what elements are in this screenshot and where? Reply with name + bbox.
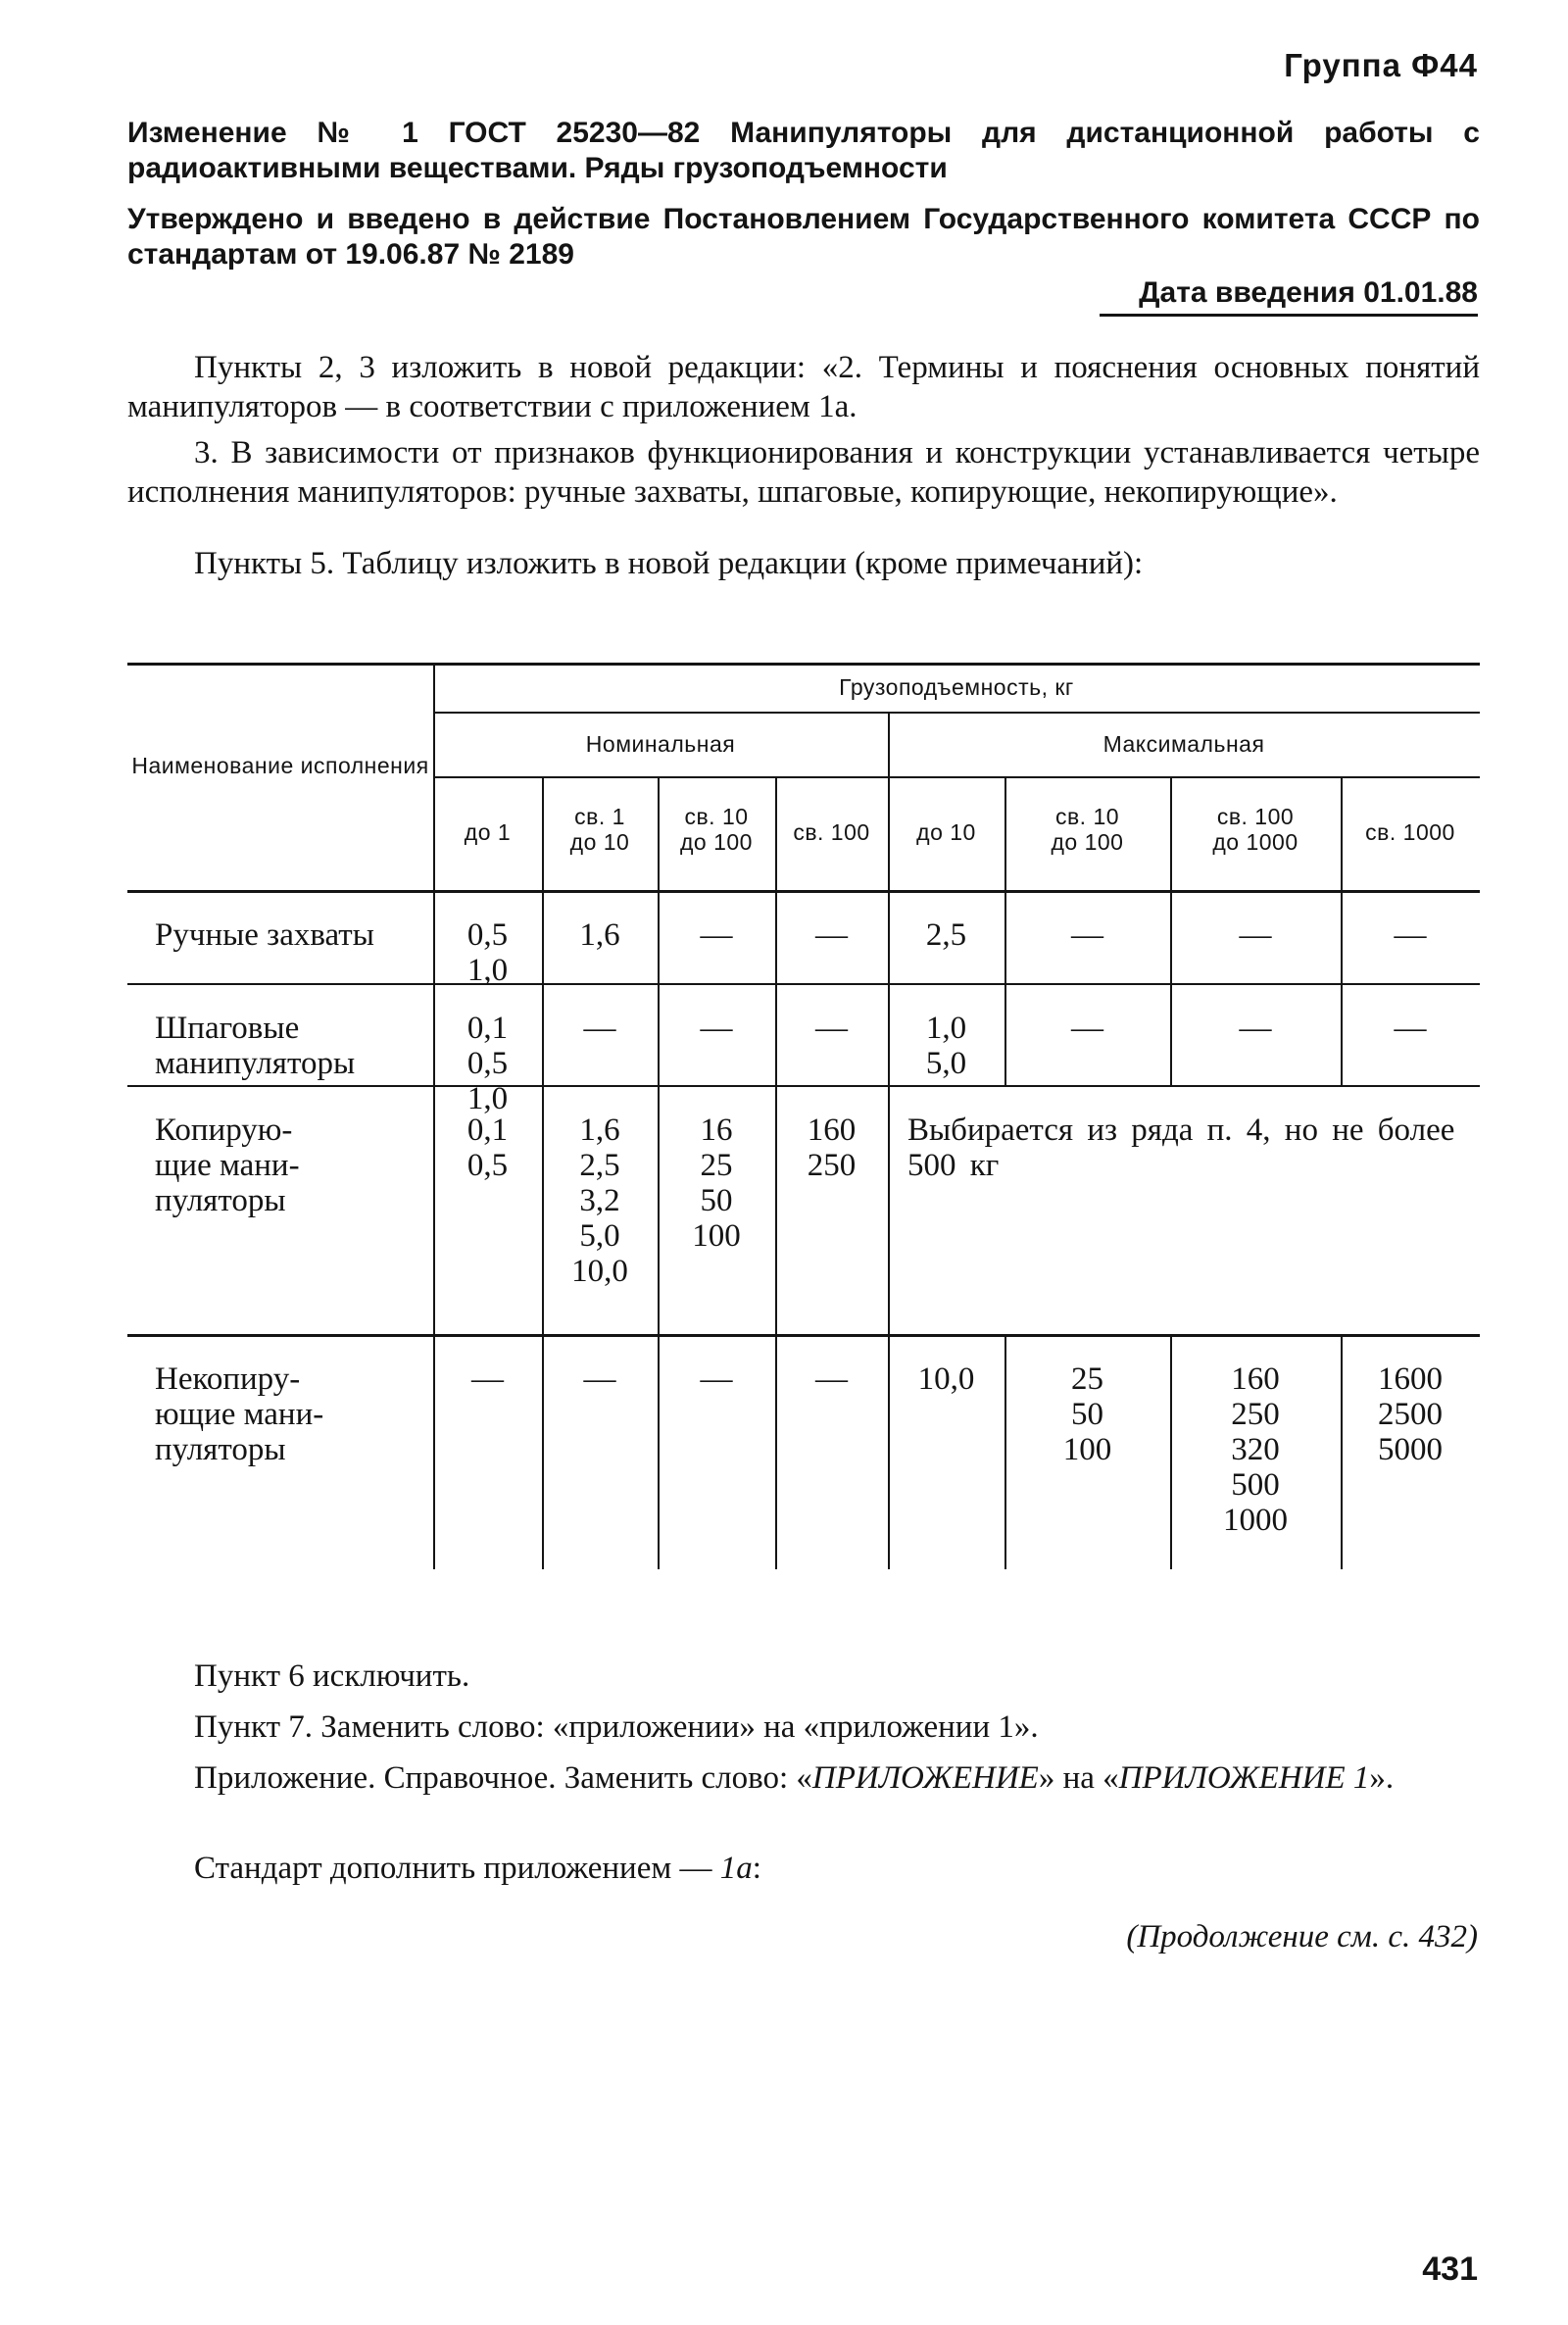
header-name-column: Наименование исполнения bbox=[131, 753, 429, 778]
paragraph-items-2-3: Пункты 2, 3 изложить в новой редакции: «2. Термины и пояснения основных понятий манипуляторов — в соответствии с приложением 1а. bbox=[127, 350, 1480, 424]
header-col-4: св. 100 bbox=[793, 819, 870, 845]
row-name-2: Шпаговые манипуляторы bbox=[155, 1011, 356, 1081]
header-col-2: св. 1 до 10 bbox=[569, 804, 630, 855]
table-cell: 1,6 2,5 3,2 5,0 10,0 bbox=[571, 1113, 628, 1289]
header-col-3: св. 10 до 100 bbox=[680, 804, 753, 855]
effective-date: Дата введения 01.01.88 bbox=[1100, 276, 1478, 317]
standard-supplement-end: : bbox=[752, 1851, 761, 1886]
continuation-note: (Продолжение см. с. 432) bbox=[1126, 1919, 1478, 1954]
header-col-5: до 10 bbox=[916, 819, 976, 845]
table-cell: — bbox=[1071, 917, 1103, 953]
appendix-old-word: ПРИЛОЖЕНИЕ bbox=[811, 1760, 1039, 1796]
header-nominal: Номинальная bbox=[585, 731, 736, 757]
appendix-1a-ref: 1а bbox=[719, 1851, 753, 1886]
table-cell: — bbox=[1239, 1011, 1272, 1046]
table-cell: — bbox=[583, 1011, 616, 1046]
row-rule-1 bbox=[127, 983, 1480, 985]
approval-statement: Утверждено и введено в действие Постановлением Государственного комитета СССР по стандартам от 19.06.87 № 2189 bbox=[127, 203, 1480, 271]
table-cell: 160 250 320 500 1000 bbox=[1223, 1361, 1288, 1538]
table-cell: 160 250 bbox=[807, 1113, 857, 1183]
row-name-1: Ручные захваты bbox=[155, 917, 374, 953]
table-cell: — bbox=[1394, 1011, 1427, 1046]
header-col-7: св. 100 до 1000 bbox=[1212, 804, 1298, 855]
merged-max-note: Выбирается из ряда п. 4, но не более 500 кг bbox=[907, 1113, 1455, 1183]
table-cell: 0,5 1,0 bbox=[466, 917, 509, 988]
table-cell: — bbox=[1394, 917, 1427, 953]
appendix-replace-joiner: » на « bbox=[1038, 1760, 1119, 1796]
table-cell: 1,6 bbox=[579, 917, 620, 953]
standard-supplement-text: Стандарт дополнить приложением — bbox=[194, 1851, 720, 1886]
table-cell: 0,1 0,5 1,0 bbox=[466, 1011, 509, 1116]
header-capacity: Грузоподъемность, кг bbox=[839, 674, 1074, 700]
table-top-rule bbox=[127, 663, 1480, 666]
row-rule-2 bbox=[127, 1085, 1480, 1087]
header-col-8: св. 1000 bbox=[1365, 819, 1455, 845]
page-number: 431 bbox=[1422, 2251, 1478, 2288]
item-7-replace: Пункт 7. Заменить слово: «приложении» на «приложении 1». bbox=[194, 1709, 1039, 1745]
header-col-1: до 1 bbox=[464, 819, 512, 845]
table-cell: — bbox=[815, 917, 848, 953]
row-name-3: Копирую- щие мани- пуляторы bbox=[155, 1113, 300, 1218]
table-cell: — bbox=[583, 1361, 616, 1397]
table-cell: 1600 2500 5000 bbox=[1378, 1361, 1443, 1467]
rule-under-capacity bbox=[433, 712, 1480, 714]
table-cell: 0,1 0,5 bbox=[466, 1113, 509, 1183]
row-name-4: Некопиру- ющие мани- пуляторы bbox=[155, 1361, 324, 1467]
appendix-replace-text: Приложение. Справочное. Заменить слово: « bbox=[194, 1760, 812, 1796]
header-maximal: Максимальная bbox=[1102, 731, 1265, 757]
table-cell: 16 25 50 100 bbox=[692, 1113, 741, 1254]
capacity-table bbox=[127, 663, 1480, 1569]
table-cell: — bbox=[815, 1361, 848, 1397]
appendix-replace bbox=[127, 1758, 1480, 1798]
table-cell: 25 50 100 bbox=[1062, 1361, 1112, 1467]
table-cell: — bbox=[700, 1361, 733, 1397]
standard-supplement bbox=[194, 1849, 1480, 1888]
rule-under-groups bbox=[433, 776, 1480, 778]
header-col-6: св. 10 до 100 bbox=[1051, 804, 1124, 855]
table-cell: — bbox=[1071, 1011, 1103, 1046]
group-label: Группа Ф44 bbox=[1284, 47, 1478, 83]
table-cell: — bbox=[471, 1361, 504, 1397]
table-cell: 1,0 5,0 bbox=[925, 1011, 967, 1081]
amendment-title: Изменение № 1 ГОСТ 25230—82 Манипуляторы для дистанционной работы с радиоактивными веществами. Ряды грузоподъемности bbox=[127, 117, 1480, 184]
header-bottom-rule bbox=[127, 890, 1480, 893]
table-cell: — bbox=[815, 1011, 848, 1046]
paragraph-item-5: Пункты 5. Таблицу изложить в новой редакции (кроме примечаний): bbox=[194, 546, 1144, 581]
item-6-removed: Пункт 6 исключить. bbox=[194, 1658, 470, 1694]
table-cell: 10,0 bbox=[917, 1361, 975, 1397]
table-cell: 2,5 bbox=[925, 917, 967, 953]
row-rule-3 bbox=[127, 1334, 1480, 1337]
paragraph-item-3: 3. В зависимости от признаков функционирования и конструкции устанавливается четыре исполнения манипуляторов: ручные захваты, шпаговые, копирующие, некопирующие». bbox=[127, 435, 1480, 510]
table-cell: — bbox=[700, 917, 733, 953]
table-cell: — bbox=[700, 1011, 733, 1046]
appendix-new-word: ПРИЛОЖЕНИЕ 1 bbox=[1118, 1760, 1370, 1796]
appendix-replace-end: ». bbox=[1369, 1760, 1395, 1796]
table-cell: — bbox=[1239, 917, 1272, 953]
